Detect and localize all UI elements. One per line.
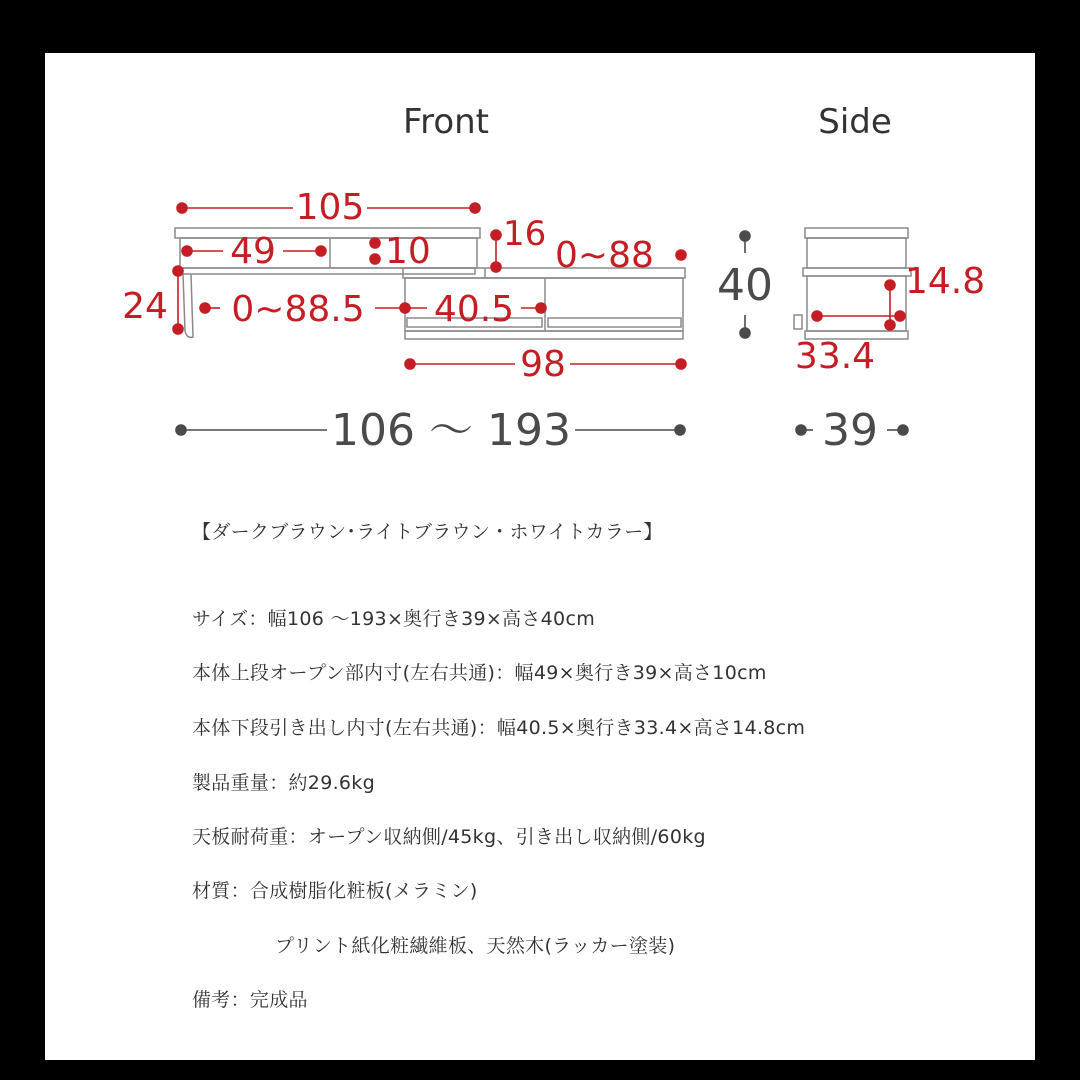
dot [470, 203, 480, 213]
left-leg [183, 274, 193, 337]
dim-body-width: 98 [520, 344, 566, 385]
spec-upper-open: 本体上段オープン部内寸(左右共通)：幅49×奥行き39×高さ10cm [192, 662, 767, 684]
lower-plinth [405, 331, 683, 339]
spec-material-1: 材質：合成樹脂化粧板(メラミン) [192, 880, 478, 902]
dim-top-width: 105 [295, 187, 365, 228]
dim-total-height: 40 [717, 260, 773, 311]
dim-step-height: 16 [503, 214, 547, 254]
side-upper [807, 238, 906, 268]
front-label: Front [403, 102, 489, 142]
side-handle [794, 315, 802, 329]
dim-open-width: 49 [230, 231, 276, 272]
side-middle-board [803, 268, 911, 276]
dimension-diagram [45, 53, 1035, 503]
dim-drawer-width: 40.5 [433, 289, 515, 330]
spec-note: 備考：完成品 [192, 989, 308, 1011]
spec-load: 天板耐荷重：オープン収納側/45kg、引き出し収納側/60kg [192, 826, 706, 848]
dim-depth: 39 [822, 405, 878, 456]
spec-material-2: プリント紙化粧繊維板、天然木(ラッカー塗装) [275, 935, 676, 957]
dim-drawer-depth: 33.4 [794, 336, 876, 377]
side-label: Side [818, 102, 892, 142]
spec-weight: 製品重量：約29.6kg [192, 772, 375, 794]
dim-total-width: 106 〜 193 [331, 405, 571, 456]
upper-open-section [180, 238, 477, 268]
dim-drawer-height: 14.8 [905, 261, 986, 302]
spec-colors: 【ダークブラウン･ライトブラウン・ホワイトカラー】 [192, 521, 663, 543]
dot [177, 203, 187, 213]
side-top [805, 228, 908, 238]
spec-size: サイズ：幅106 〜193×奥行き39×高さ40cm [192, 608, 595, 630]
upper-top-board [175, 228, 480, 238]
spec-lower-drawer: 本体下段引き出し内寸(左右共通)：幅40.5×奥行き33.4×高さ14.8cm [192, 717, 806, 739]
dim-open-height: 10 [385, 231, 431, 272]
dim-height-left: 24 [122, 286, 168, 327]
drawer-front-right [548, 318, 681, 327]
white-panel [45, 53, 1035, 1060]
dim-extension-left: 0~88.5 [231, 289, 365, 330]
dim-extension-right: 0~88 [555, 235, 654, 276]
